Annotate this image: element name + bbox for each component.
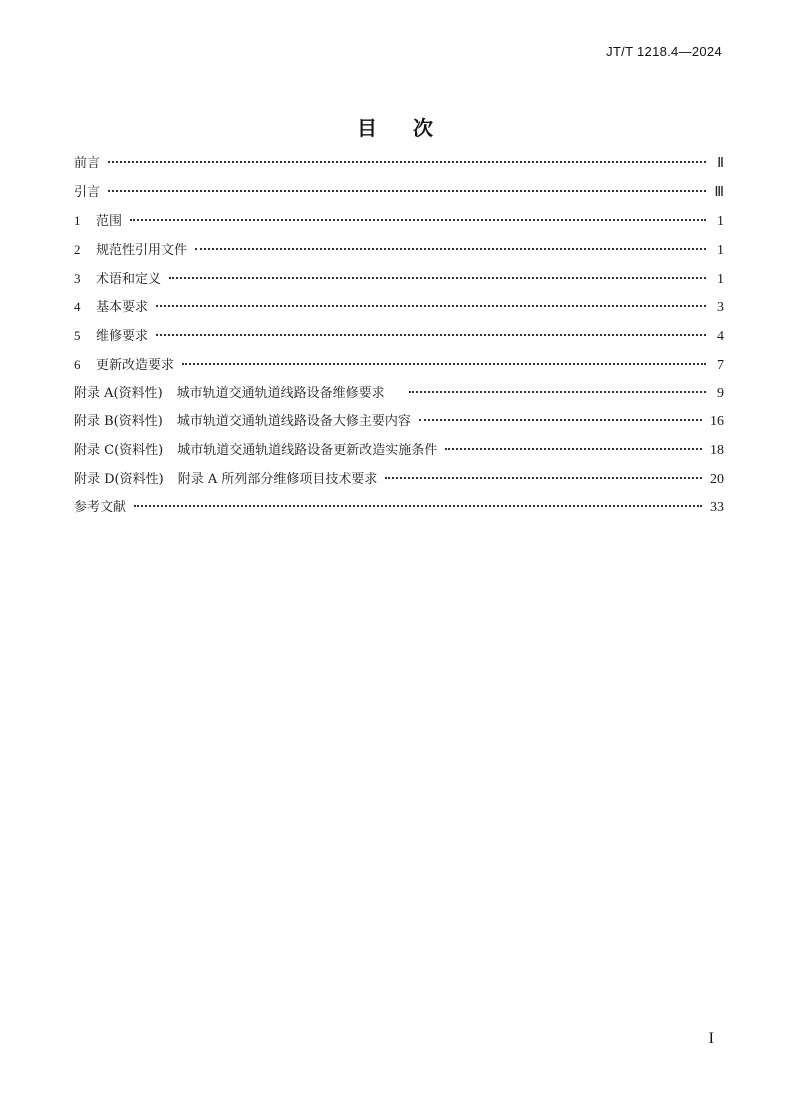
dot-leader xyxy=(182,362,706,365)
dot-leader xyxy=(156,304,706,307)
toc-entry-page: 1 xyxy=(717,271,724,287)
toc-entry-page: 4 xyxy=(717,329,724,345)
toc-entry-page: Ⅱ xyxy=(717,156,724,171)
toc-entry-page: 7 xyxy=(717,357,724,373)
toc-entry-number: 6 xyxy=(74,356,81,372)
toc-entry-bibliography[interactable] xyxy=(74,494,724,523)
toc-entry-page: 1 xyxy=(717,214,724,230)
toc-entry-number: 5 xyxy=(74,328,81,344)
dot-leader xyxy=(195,247,706,250)
toc-entry-label: 更新改造要求 xyxy=(96,357,175,373)
toc-entry-label: 范围 xyxy=(96,214,123,230)
toc-entry-6[interactable] xyxy=(74,351,724,380)
toc-entry-label: 引言 xyxy=(74,184,101,200)
dot-leader xyxy=(108,189,706,192)
toc-entry-page: 9 xyxy=(717,385,724,401)
toc-entry-label: 城市轨道交通轨道线路设备维修要求 xyxy=(176,385,385,401)
dot-leader xyxy=(169,276,706,279)
toc-entry-label: 规范性引用文件 xyxy=(96,243,188,259)
toc-entry-page: 1 xyxy=(717,243,724,259)
appendix-prefix: 附录 C(资料性) xyxy=(74,442,164,458)
appendix-prefix: 附录 A(资料性) xyxy=(74,385,163,401)
toc-entry-2[interactable] xyxy=(74,236,724,265)
toc-entry-appendix-d[interactable] xyxy=(74,466,724,495)
toc-entry-page: Ⅲ xyxy=(714,184,724,200)
dot-leader xyxy=(108,160,706,163)
toc-entry-introduction[interactable] xyxy=(74,179,724,208)
table-of-contents xyxy=(74,150,724,523)
page-title: 目次 xyxy=(357,116,469,140)
toc-entry-label: 城市轨道交通轨道线路设备大修主要内容 xyxy=(176,414,411,430)
toc-entry-foreword[interactable] xyxy=(74,150,724,179)
dot-leader xyxy=(156,333,706,336)
dot-leader xyxy=(134,504,702,507)
toc-entry-number: 2 xyxy=(74,242,81,258)
toc-entry-appendix-a[interactable] xyxy=(74,380,724,409)
toc-entry-page: 33 xyxy=(710,500,724,516)
toc-entry-appendix-c[interactable] xyxy=(74,437,724,466)
toc-entry-label: 附录 A 所列部分维修项目技术要求 xyxy=(177,471,378,487)
toc-entry-appendix-b[interactable] xyxy=(74,408,724,437)
toc-entry-label: 基本要求 xyxy=(96,300,149,316)
toc-entry-page: 16 xyxy=(710,414,724,430)
toc-entry-page: 20 xyxy=(710,471,724,487)
toc-entry-4[interactable] xyxy=(74,293,724,322)
dot-leader xyxy=(419,418,702,421)
toc-entry-3[interactable] xyxy=(74,265,724,294)
toc-entry-number: 3 xyxy=(74,270,81,286)
standard-code: JT/T 1218.4—2024 xyxy=(606,44,722,59)
toc-entry-5[interactable] xyxy=(74,322,724,351)
toc-entry-label: 参考文献 xyxy=(74,500,127,516)
dot-leader xyxy=(130,218,706,221)
toc-entry-page: 3 xyxy=(717,300,724,316)
toc-entry-label: 前言 xyxy=(74,156,101,171)
dot-leader xyxy=(385,476,702,479)
toc-entry-label: 维修要求 xyxy=(96,329,149,345)
dot-leader xyxy=(409,390,706,393)
toc-entry-label: 城市轨道交通轨道线路设备更新改造实施条件 xyxy=(177,442,438,458)
toc-entry-label: 术语和定义 xyxy=(96,271,162,287)
toc-entry-number: 1 xyxy=(74,213,81,229)
toc-entry-page: 18 xyxy=(710,442,724,458)
dot-leader xyxy=(445,447,702,450)
toc-entry-number: 4 xyxy=(74,299,81,315)
toc-entry-1[interactable] xyxy=(74,207,724,236)
appendix-prefix: 附录 D(资料性) xyxy=(74,471,164,487)
appendix-prefix: 附录 B(资料性) xyxy=(74,414,163,430)
page-number: I xyxy=(708,1030,714,1047)
